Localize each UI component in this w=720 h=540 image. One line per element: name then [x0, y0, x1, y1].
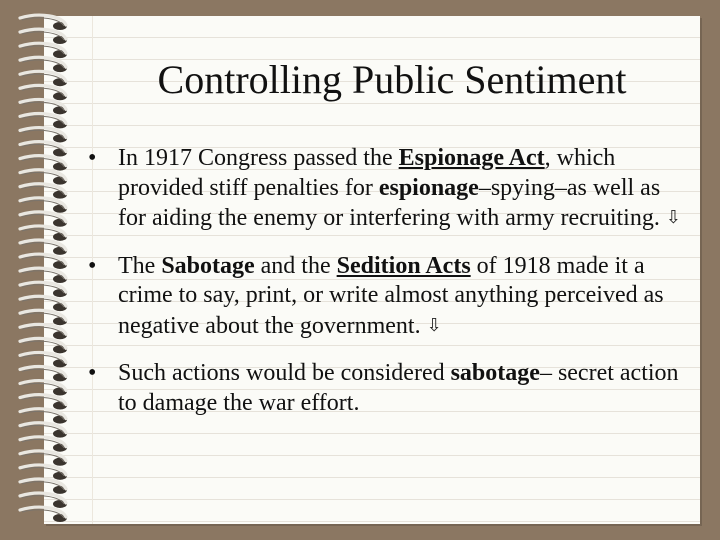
slide-title: Controlling Public Sentiment [157, 57, 627, 102]
term-espionage: espionage [378, 174, 479, 201]
down-arrow-icon: ⇩ [426, 314, 442, 336]
bullet-dot-icon: • [88, 360, 97, 386]
bullet-text-prefix: Such actions would be considered [118, 360, 451, 386]
bullet-text-suffix: of 1918 made it a crime to say, print, or write almost anything perceived as negative about the government. [118, 252, 664, 339]
term-espionage-act: Espionage Act [398, 145, 545, 171]
bullet-item [88, 359, 688, 418]
spiral-binding [0, 0, 90, 540]
down-arrow-icon: ⇩ [665, 207, 681, 228]
bullet-dot-icon: • [88, 145, 97, 171]
bullet-text-prefix: In 1917 Congress passed the [118, 145, 399, 171]
term-sabotage: Sabotage [161, 252, 255, 279]
bullet-text-suffix: –spying–as well as for aiding the enemy or interfering with army recruiting. [118, 174, 661, 231]
bullet-text-mid: , which provided stiff penalties for [118, 145, 616, 201]
bullet-dot-icon: • [88, 252, 97, 279]
bullet-item [88, 252, 688, 342]
bullet-text-mid: and the [254, 252, 337, 279]
bullet-text-suffix: – secret action to damage the war effort. [118, 360, 679, 416]
spiral-ring [20, 507, 67, 522]
bullet-list [88, 144, 688, 418]
bullet-text-prefix: The [118, 252, 162, 279]
term-sedition-acts: Sedition Acts [336, 252, 471, 279]
bullet-item [88, 144, 688, 234]
term-sabotage-definition: sabotage [450, 360, 540, 386]
